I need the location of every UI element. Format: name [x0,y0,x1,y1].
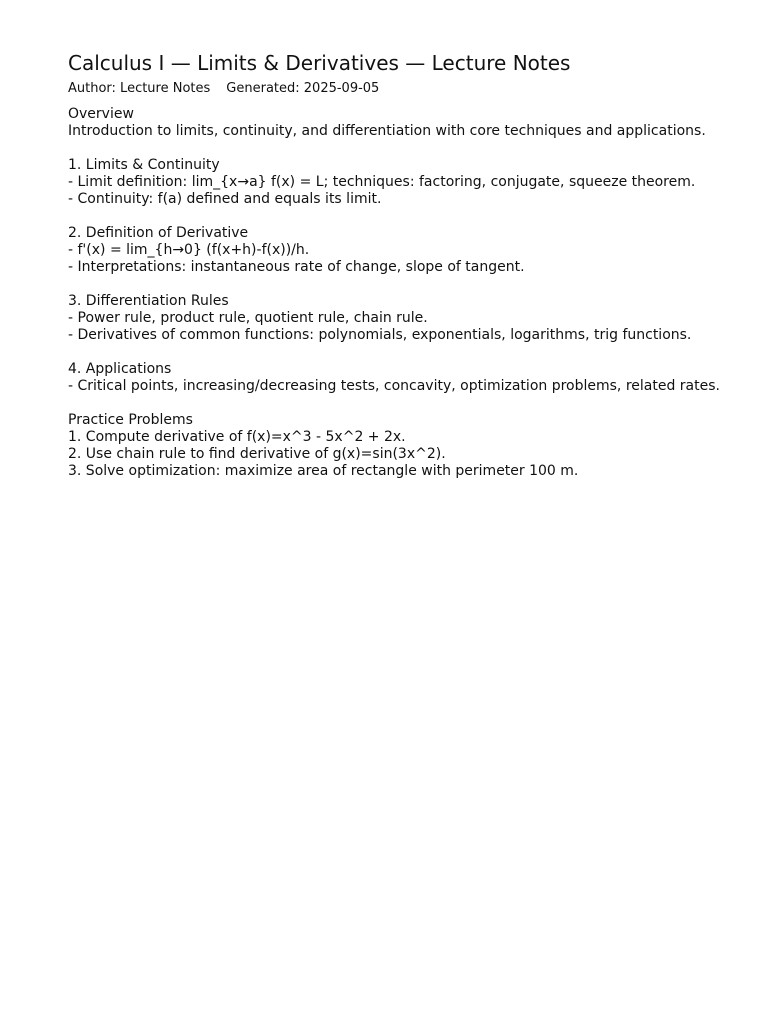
section-differentiation-rules [68,293,728,344]
spacer [68,395,728,412]
section-bullet: - f'(x) = lim_{h→0} (f(x+h)-f(x))/h. [68,242,310,258]
section-heading: 2. Definition of Derivative [68,225,249,241]
lecture-notes-page [68,50,728,480]
author-label: Author: Lecture Notes [68,81,211,96]
section-bullet: - Limit definition: lim_{x→a} f(x) = L; techniques: factoring, conjugate, squeeze theorem. [68,174,696,190]
spacer [68,140,728,157]
document-meta [68,80,728,98]
spacer [68,276,728,293]
document-body [68,106,728,480]
practice-item: 2. Use chain rule to find derivative of g(x)=sin(3x^2). [68,446,446,462]
section-bullet: - Derivatives of common functions: polynomials, exponentials, logarithms, trig functions. [68,327,692,343]
section-bullet: - Critical points, increasing/decreasing tests, concavity, optimization problems, related rates. [68,378,720,394]
overview-heading: Overview [68,106,134,122]
spacer [68,208,728,225]
section-definition-derivative [68,225,728,276]
document-title: Calculus I — Limits & Derivatives — Lecture Notes [68,51,571,75]
practice-item: 3. Solve optimization: maximize area of rectangle with perimeter 100 m. [68,463,579,479]
section-applications [68,361,728,395]
practice-problems-section [68,412,728,480]
practice-heading: Practice Problems [68,412,193,428]
spacer [68,344,728,361]
practice-item: 1. Compute derivative of f(x)=x^3 - 5x^2 + 2x. [68,429,406,445]
section-heading: 4. Applications [68,361,172,377]
section-heading: 3. Differentiation Rules [68,293,229,309]
section-bullet: - Continuity: f(a) defined and equals its limit. [68,191,382,207]
section-bullet: - Interpretations: instantaneous rate of change, slope of tangent. [68,259,525,275]
overview-section [68,106,728,140]
section-bullet: - Power rule, product rule, quotient rule, chain rule. [68,310,428,326]
section-limits-continuity [68,157,728,208]
generated-date: Generated: 2025-09-05 [226,81,380,96]
overview-text: Introduction to limits, continuity, and differentiation with core techniques and applications. [68,123,706,139]
section-heading: 1. Limits & Continuity [68,157,220,173]
